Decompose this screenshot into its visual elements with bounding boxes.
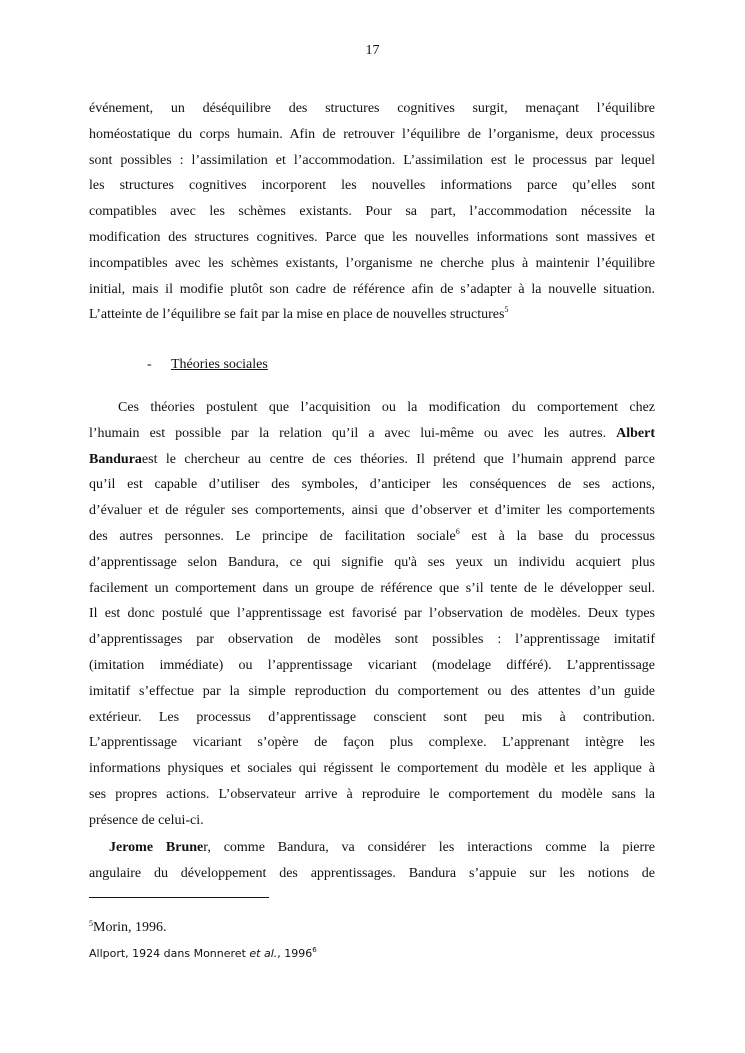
text-line: extérieur. Les processus d’apprentissage conscient sont peu mis à contribution. <box>89 709 655 725</box>
text-line: sont possibles : l’assimilation et l’accommodation. L’assimilation est le processus par lequel <box>89 152 655 168</box>
footnote-5: $^5$Morin, 1996. <box>89 919 167 935</box>
text-line: L’apprentissage vicariant s’opère de façon plus complexe. L’apprenant intègre les <box>89 735 655 751</box>
text-line: modification des structures cognitives. Parce que les nouvelles informations sont massives et <box>89 229 655 245</box>
text-line: d’évaluer et de réguler ses comportements, ainsi que d’observer et d’imiter les comportements <box>89 503 655 519</box>
text-line: informations physiques et sociales qui régissent le comportement du modèle et les applique à <box>89 761 655 777</box>
text-line: imitatif s’effectue par la simple reproduction du comportement ou des attentes d’un guide <box>89 683 655 699</box>
text-line: qu’il est capable d’utiliser des symboles, d’anticiper les conséquences de ses actions, <box>89 477 655 493</box>
text-line: des autres personnes. Le principe de facilitation sociale$^6$ est à la base du processus <box>89 526 655 544</box>
text-line: Il est donc postulé que l’apprentissage est favorisé par l’observation de modèles. Deux types <box>89 606 655 622</box>
text-line: angulaire du développement des apprentissages. Bandura s’appuie sur les notions de <box>89 865 655 881</box>
author-name-bandura: Bandura <box>89 451 142 467</box>
section-title: Théories sociales <box>171 357 268 372</box>
text-line: présence de celui-ci. <box>89 812 204 828</box>
text-line: ses propres actions. L’observateur arrive à reproduire le comportement du modèle sans la <box>89 786 655 802</box>
footnote-separator <box>89 897 269 898</box>
text-line: facilement un comportement dans un groupe de référence que s’il tente de le développer seul. <box>89 580 655 596</box>
text-line: (imitation immédiate) ou l’apprentissage vicariant (modelage différé). L’apprentissage <box>89 657 655 673</box>
footnote-ref-5: 5 <box>504 305 509 315</box>
text-line: l’humain est possible par la relation qu’il a avec lui-même ou avec les autres. Albert <box>89 425 656 441</box>
text-line: les structures cognitives incorporent les nouvelles informations parce qu’elles sont <box>89 178 655 194</box>
author-name-albert: Albert <box>616 425 656 441</box>
paragraph-bruner <box>89 835 655 887</box>
text-line: Banduraest le chercheur au centre de ces théories. Il prétend que l’humain apprend parce <box>89 451 655 467</box>
section-heading <box>147 352 268 378</box>
author-name-bruner: Jerome Brune <box>109 840 204 855</box>
page-number: 17 <box>365 43 380 58</box>
list-dash: - <box>147 357 152 372</box>
footnote-ref-6: 6 <box>455 526 460 536</box>
text-line: d’apprentissage selon Bandura, ce qui signifie qu'à ses yeux un individu acquiert plus <box>89 554 655 570</box>
paragraph-assimilation <box>89 96 655 328</box>
footnote-6: Allport, 1924 dans Monneret et al., 1996$^6$ <box>89 946 317 960</box>
text-line: incompatibles avec les schèmes existants, l’organisme ne cherche plus à maintenir l’équilibre <box>89 255 655 271</box>
paragraph-social-theories <box>89 395 655 834</box>
text-line: L’atteinte de l’équilibre se fait par la mise en place de nouvelles structures$^5$ <box>89 305 509 323</box>
text-line: Ces théories postulent que l’acquisition ou la modification du comportement chez <box>118 400 655 415</box>
text-line: événement, un déséquilibre des structures cognitives surgit, menaçant l’équilibre <box>89 101 655 116</box>
text-line: homéostatique du corps humain. Afin de retrouver l’équilibre de l’organisme, deux processus <box>89 126 655 142</box>
text-line: Jerome Bruner, comme Bandura, va considérer les interactions comme la pierre <box>109 840 655 855</box>
text-line: d’apprentissages par observation de modèles sont possibles : l’apprentissage imitatif <box>89 632 655 648</box>
text-line: compatibles avec les schèmes existants. Pour sa part, l’accommodation nécessite la <box>89 204 655 220</box>
text-line: initial, mais il modifie plutôt son cadre de référence afin de s’adapter à la nouvelle situation. <box>89 281 655 297</box>
